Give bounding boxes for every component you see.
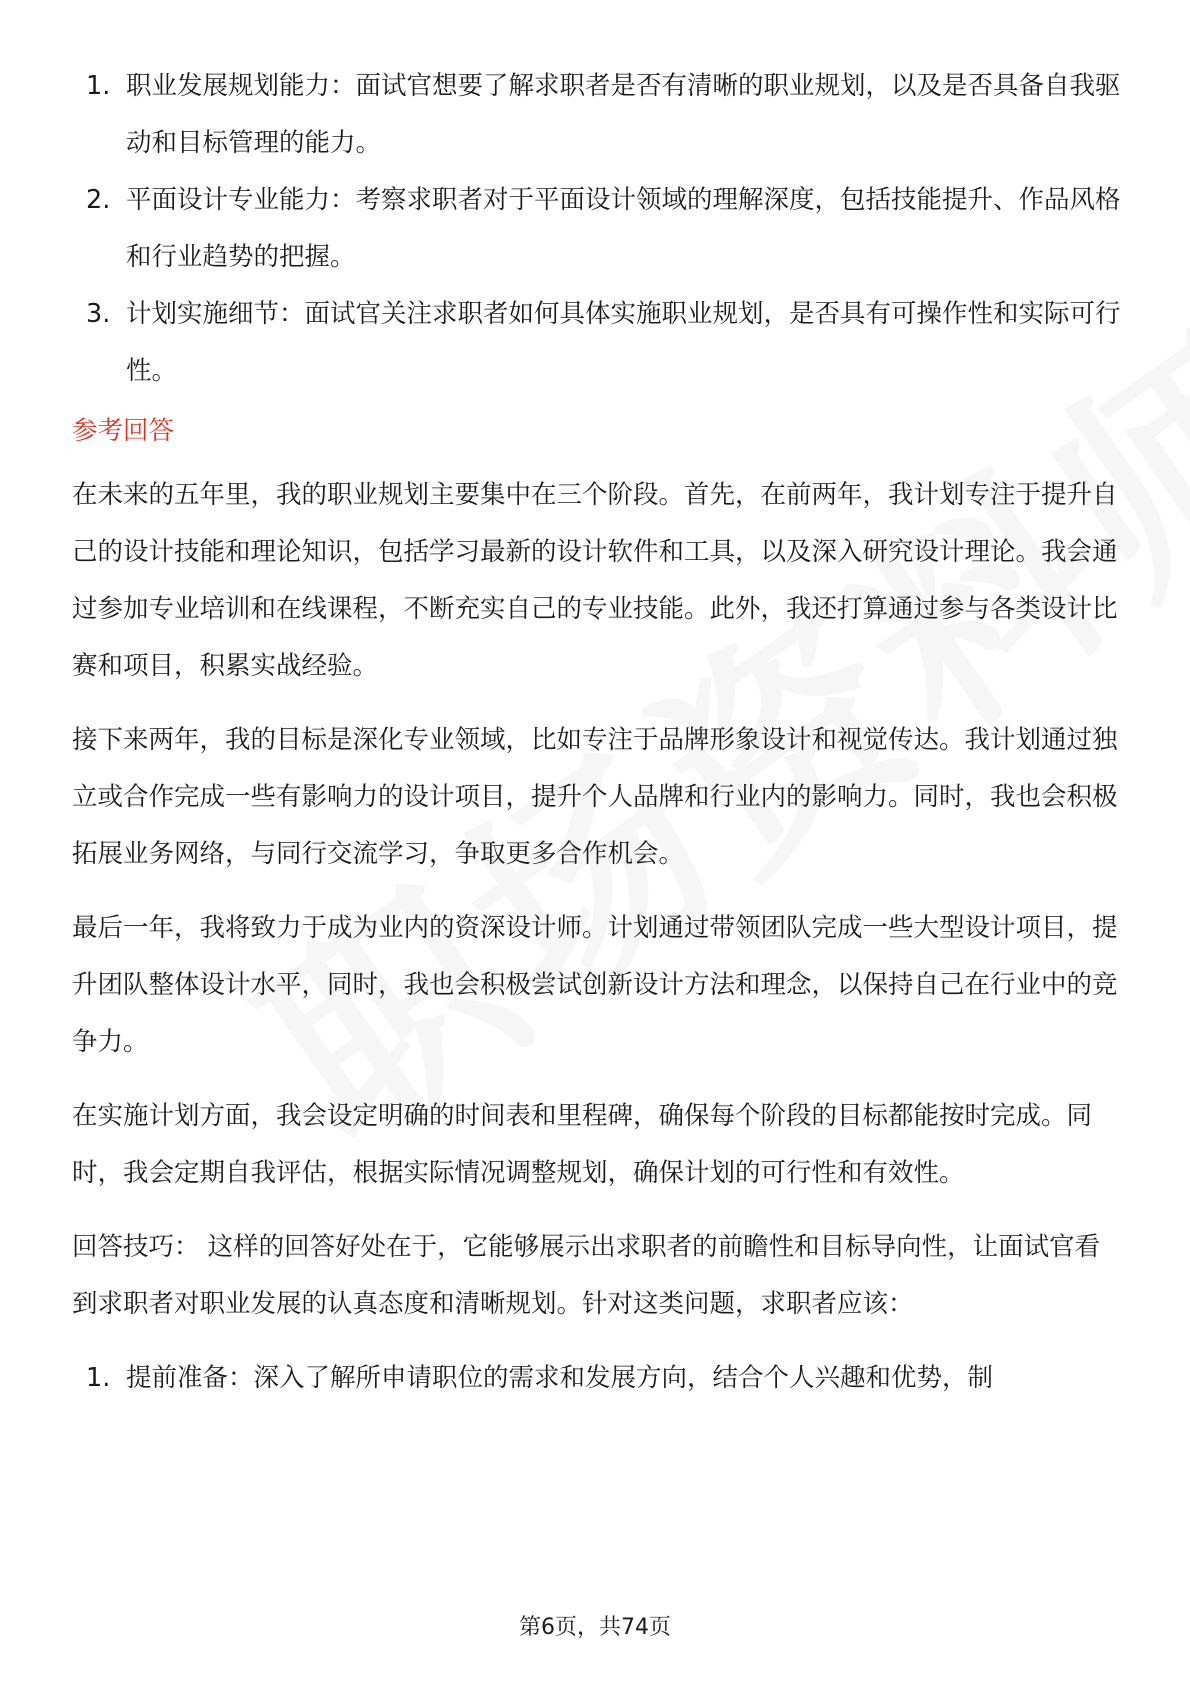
assessment-points-list bbox=[72, 58, 1122, 400]
answer-paragraph: 在实施计划方面，我会设定明确的时间表和里程碑，确保每个阶段的目标都能按时完成。同时，我会定期自我评估，根据实际情况调整规划，确保计划的可行性和有效性。 bbox=[72, 1101, 1093, 1188]
list-item-text: 平面设计专业能力：考察求职者对于平面设计领域的理解深度，包括技能提升、作品风格和行业趋势的把握。 bbox=[126, 185, 1121, 272]
list-number: 2. bbox=[86, 185, 111, 215]
list-item-text: 职业发展规划能力：面试官想要了解求职者是否有清晰的职业规划，以及是否具备自我驱动和目标管理的能力。 bbox=[126, 71, 1121, 158]
page-number-footer: 第6页，共74页 bbox=[519, 1615, 671, 1640]
answer-paragraph: 在未来的五年里，我的职业规划主要集中在三个阶段。首先，在前两年，我计划专注于提升自己的设计技能和理论知识，包括学习最新的设计软件和工具，以及深入研究设计理论。我会通过参加专业培训和在线课程，不断充实自己的专业技能。此外，我还打算通过参与各类设计比赛和项目，积累实战经验。 bbox=[72, 480, 1118, 681]
document-content bbox=[72, 58, 1122, 1407]
answer-paragraph: 最后一年，我将致力于成为业内的资深设计师。计划通过带领团队完成一些大型设计项目，提升团队整体设计水平，同时，我也会积极尝试创新设计方法和理念，以保持自己在行业中的竞争力。 bbox=[72, 913, 1118, 1057]
list-number: 1. bbox=[86, 71, 111, 101]
list-item bbox=[72, 1350, 1122, 1407]
answer-paragraph: 接下来两年，我的目标是深化专业领域，比如专注于品牌形象设计和视觉传达。我计划通过独立或合作完成一些有影响力的设计项目，提升个人品牌和行业内的影响力。同时，我也会积极拓展业务网络，与同行交流学习，争取更多合作机会。 bbox=[72, 725, 1118, 869]
list-item bbox=[72, 286, 1122, 400]
list-number: 3. bbox=[86, 299, 111, 329]
list-item bbox=[72, 172, 1122, 286]
tips-list bbox=[72, 1350, 1122, 1407]
reference-answer-heading: 参考回答 bbox=[72, 416, 175, 446]
list-item-text: 提前准备：深入了解所申请职位的需求和发展方向，结合个人兴趣和优势，制 bbox=[126, 1363, 994, 1393]
answer-tips-paragraph: 回答技巧： 这样的回答好处在于，它能够展示出求职者的前瞻性和目标导向性，让面试官看到求职者对职业发展的认真态度和清晰规划。针对这类问题，求职者应该： bbox=[72, 1232, 1101, 1319]
list-item-text: 计划实施细节：面试官关注求职者如何具体实施职业规划，是否具有可操作性和实际可行性。 bbox=[126, 299, 1121, 386]
list-number: 1. bbox=[86, 1363, 111, 1393]
list-item bbox=[72, 58, 1122, 172]
